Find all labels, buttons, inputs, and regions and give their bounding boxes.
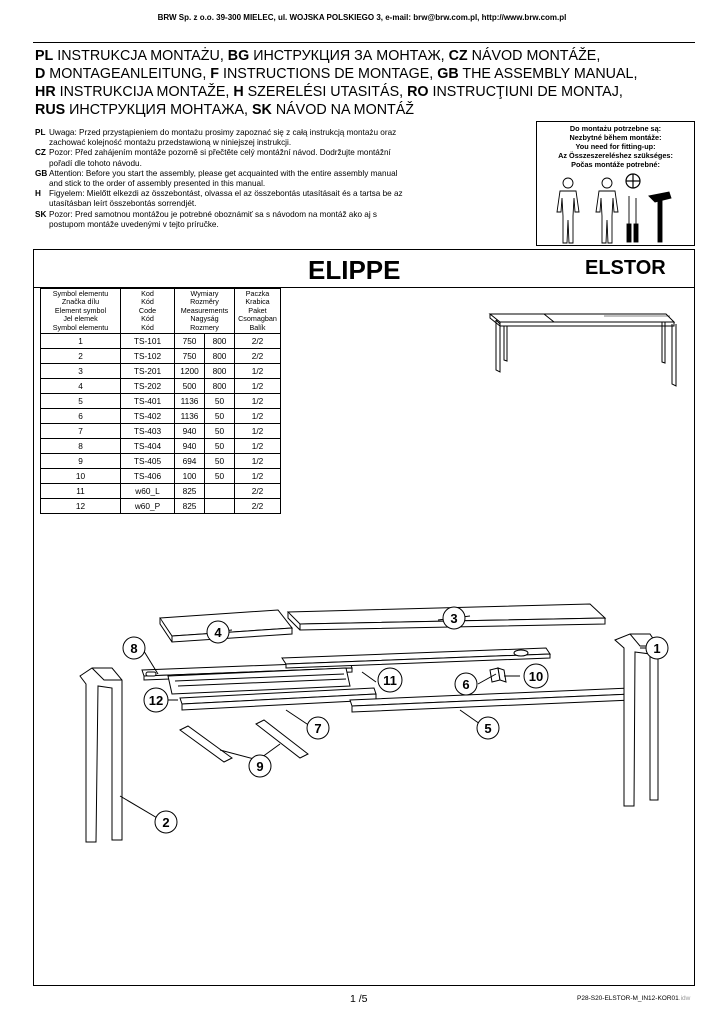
- title-text: MONTAGEANLEITUNG,: [45, 66, 211, 82]
- title-text: INSTRUCTIONS DE MONTAGE,: [219, 66, 438, 82]
- model-name: ELIPPE: [308, 255, 401, 285]
- table-row: [41, 379, 281, 394]
- title-line: [35, 101, 695, 119]
- callout-5: [477, 717, 499, 739]
- callout-1: [646, 637, 668, 659]
- note-line: utasításban leírt összebontás sorrendjét.: [49, 199, 197, 209]
- title-text: SZERELÉSI UTASITÁS,: [243, 84, 408, 100]
- language-code: HR: [35, 84, 56, 100]
- exploded-assembly-diagram: [60, 590, 680, 890]
- callout-2: [155, 811, 177, 833]
- cell-code: TS-403: [121, 424, 175, 439]
- callout-6-label: 6: [462, 677, 470, 692]
- part-9-slat-b: [256, 720, 308, 758]
- part-1-leg: [615, 634, 661, 806]
- cell-h: 50: [205, 424, 235, 439]
- hammer-icon: [649, 192, 671, 242]
- person-icon: [596, 178, 618, 243]
- cell-h: [205, 484, 235, 499]
- parts-table-header: [41, 289, 281, 334]
- table-row: [41, 484, 281, 499]
- note-line: Pozor: Pred samotnou montážou je potrebné oboznámiť sa s návodom na montáž ako aj s: [49, 209, 378, 219]
- header-measurements: [175, 289, 235, 334]
- cell-pack: 2/2: [235, 349, 281, 364]
- phillips-head-icon: [626, 174, 640, 188]
- table-row: [41, 454, 281, 469]
- cell-pack: 1/2: [235, 469, 281, 484]
- cell-pack: 1/2: [235, 439, 281, 454]
- fitting-line: Nezbytné během montáže:: [569, 133, 662, 142]
- note-line: postupom montáže uvedenými v tejto príručke.: [49, 219, 219, 229]
- cell-pack: 2/2: [235, 499, 281, 514]
- fitting-line: Počas montáže potrebné:: [571, 160, 660, 169]
- header-package: [235, 289, 281, 334]
- cell-symbol: 11: [41, 484, 121, 499]
- note-language-code: H: [35, 189, 41, 199]
- note-language-code: PL: [35, 128, 46, 137]
- title-text: ИНСТРУКЦИЯ ЗА МОНТАЖ,: [249, 48, 449, 64]
- note-line: Attention: Before you start the assembly, please get acquainted with the entire assembly manual: [49, 168, 398, 178]
- callout-4-label: 4: [214, 625, 222, 640]
- callout-12: [144, 688, 168, 712]
- callout-12-label: 12: [148, 693, 164, 708]
- callout-11-label: 11: [383, 673, 397, 688]
- note-line: and stick to the order of assembly presented in this manual.: [49, 179, 266, 189]
- cell-code: TS-101: [121, 334, 175, 349]
- cell-code: TS-406: [121, 469, 175, 484]
- table-row: [41, 394, 281, 409]
- cell-symbol: 3: [41, 364, 121, 379]
- header-line: Paczka: [245, 288, 270, 298]
- language-code: GB: [437, 66, 459, 82]
- header-line: Csomagban: [238, 314, 277, 324]
- cell-h: 50: [205, 394, 235, 409]
- callout-11: [378, 668, 402, 692]
- note-line: Figyelem: Mielőtt elkezdi az összebontást, olvassa el az összebontás utasításait és a tartsa be az: [49, 189, 403, 199]
- cell-symbol: 8: [41, 439, 121, 454]
- cell-w: 825: [175, 499, 205, 514]
- cell-code: TS-202: [121, 379, 175, 394]
- header-line: Symbol elementu: [52, 288, 109, 298]
- note-gb: [35, 169, 505, 189]
- fitting-requirements-text: [537, 124, 694, 169]
- title-line: [35, 47, 695, 65]
- cell-symbol: 1: [41, 334, 121, 349]
- notes-block: [35, 128, 505, 230]
- header-line: Jel elemek: [63, 314, 98, 324]
- cell-pack: 1/2: [235, 379, 281, 394]
- cell-w: 500: [175, 379, 205, 394]
- fitting-line: Do montażu potrzebne są:: [569, 124, 662, 133]
- cell-symbol: 4: [41, 379, 121, 394]
- cell-code: w60_L: [121, 484, 175, 499]
- note-language-code: GB: [35, 168, 48, 178]
- cell-w: 940: [175, 424, 205, 439]
- title-text: ИНСТРУКЦИЯ МОНТАЖА,: [65, 102, 252, 118]
- table-row: [41, 334, 281, 349]
- table-row: [41, 409, 281, 424]
- header-line: Paket: [248, 305, 267, 315]
- cell-w: 750: [175, 334, 205, 349]
- table-row: [41, 424, 281, 439]
- parts-table: [40, 288, 281, 514]
- cell-pack: 1/2: [235, 409, 281, 424]
- cell-w: 750: [175, 349, 205, 364]
- cell-h: 50: [205, 439, 235, 454]
- header-divider: [33, 42, 695, 43]
- title-text: INSTRUKCIJA MONTAŽE,: [55, 84, 234, 100]
- language-code: H: [233, 84, 244, 100]
- document-code: [577, 995, 690, 1002]
- language-code: D: [35, 66, 46, 82]
- header-line: Element symbol: [54, 305, 107, 315]
- note-language-code: CZ: [35, 148, 46, 158]
- callout-8-label: 8: [130, 641, 138, 656]
- title-line: [35, 65, 695, 83]
- cell-code: w60_P: [121, 499, 175, 514]
- cell-h: 800: [205, 379, 235, 394]
- header-line: Rozměry: [190, 297, 219, 307]
- header-line: Nagyság: [190, 314, 219, 324]
- callout-10-label: 10: [528, 669, 544, 684]
- callout-7: [307, 717, 329, 739]
- header-line: Kod: [141, 288, 154, 298]
- header-line: Balík: [249, 322, 266, 332]
- title-text: NÁVOD MONTÁŽE,: [467, 48, 601, 64]
- language-code: RO: [407, 84, 429, 100]
- language-code: CZ: [448, 48, 468, 64]
- cell-pack: 1/2: [235, 394, 281, 409]
- note-pl: [35, 128, 505, 148]
- callout-8: [123, 637, 145, 659]
- language-code: RUS: [35, 102, 66, 118]
- table-row: [41, 469, 281, 484]
- cell-symbol: 6: [41, 409, 121, 424]
- header-line: Wymiary: [190, 288, 219, 298]
- callout-2-label: 2: [162, 815, 170, 830]
- cell-symbol: 7: [41, 424, 121, 439]
- callout-9-label: 9: [256, 759, 264, 774]
- cell-h: 50: [205, 409, 235, 424]
- callout-7-label: 7: [314, 721, 322, 736]
- header-line: Symbol elementu: [52, 322, 109, 332]
- table-row: [41, 439, 281, 454]
- callout-6: [455, 673, 477, 695]
- cell-code: TS-401: [121, 394, 175, 409]
- cell-pack: 1/2: [235, 364, 281, 379]
- callout-5-label: 5: [484, 721, 492, 736]
- language-code: SK: [251, 102, 272, 118]
- cell-h: [205, 499, 235, 514]
- callout-3-label: 3: [450, 611, 458, 626]
- cell-w: 100: [175, 469, 205, 484]
- header-line: Značka dílu: [61, 297, 100, 307]
- cell-symbol: 12: [41, 499, 121, 514]
- cell-code: TS-201: [121, 364, 175, 379]
- note-language-code: SK: [35, 209, 47, 219]
- document-code-suffix: .idw: [678, 995, 691, 1002]
- header-line: Krabica: [245, 297, 270, 307]
- screwdriver-icon: [634, 198, 638, 242]
- note-sk: [35, 210, 505, 230]
- cell-pack: 2/2: [235, 484, 281, 499]
- header-line: Kód: [141, 297, 154, 307]
- note-cz: [35, 148, 505, 168]
- cell-h: 50: [205, 454, 235, 469]
- cell-w: 825: [175, 484, 205, 499]
- table-row: [41, 499, 281, 514]
- note-line: zachować kolejność montażu przedstawioną w niniejszej instrukcji.: [49, 138, 292, 148]
- part-2-leg: [80, 668, 122, 842]
- cell-symbol: 2: [41, 349, 121, 364]
- title-text: INSTRUCŢIUNI DE MONTAJ,: [428, 84, 623, 100]
- cell-w: 694: [175, 454, 205, 469]
- title-text: THE ASSEMBLY MANUAL,: [458, 66, 638, 82]
- cell-w: 1136: [175, 409, 205, 424]
- fitting-requirements-box: [536, 121, 695, 246]
- note-line: pořadí dle tohoto návodu.: [49, 158, 142, 168]
- cell-symbol: 9: [41, 454, 121, 469]
- cell-symbol: 5: [41, 394, 121, 409]
- assembled-table-illustration: [484, 300, 684, 390]
- header-line: Kód: [141, 322, 154, 332]
- fitting-tools-illustration: [537, 166, 694, 244]
- language-code: F: [210, 66, 220, 82]
- language-code: PL: [35, 48, 54, 64]
- note-line: Uwaga: Przed przystąpieniem do montażu prosimy zapoznać się z całą instrukcją montażu oraz: [49, 128, 397, 137]
- title-block: [35, 47, 695, 119]
- cell-w: 1200: [175, 364, 205, 379]
- company-header: BRW Sp. z o.o. 39-300 MIELEC, ul. WOJSKA POLSKIEGO 3, e-mail: brw@brw.com.pl, http://www.brw.com.pl: [157, 13, 567, 22]
- phillips-screwdriver-icon: [627, 196, 631, 242]
- cell-symbol: 10: [41, 469, 121, 484]
- table-row: [41, 349, 281, 364]
- brand-name: ELSTOR: [585, 257, 666, 279]
- cell-h: 800: [205, 349, 235, 364]
- person-icon: [557, 178, 579, 243]
- header-symbol: [41, 289, 121, 334]
- callout-1-label: 1: [653, 641, 661, 656]
- header-line: Measurements: [180, 305, 229, 315]
- header-line: Rozmery: [190, 322, 219, 332]
- cell-h: 800: [205, 334, 235, 349]
- callout-9: [249, 755, 271, 777]
- callout-4: [207, 621, 229, 643]
- fitting-line: You need for fitting-up:: [575, 142, 656, 151]
- callout-10: [524, 664, 548, 688]
- header-line: Code: [138, 305, 157, 315]
- title-text: NÁVOD NA MONTÁŽ: [271, 102, 415, 118]
- part-9-slat-a: [180, 726, 232, 762]
- title-line: [35, 83, 695, 101]
- fitting-line: Az Összeszereléshez szükséges:: [558, 151, 673, 160]
- note-h: [35, 189, 505, 209]
- note-line: Pozor: Před zahájením montáže pozorně si přečtěte celý montážní návod. Dodržujte montážní: [49, 148, 391, 158]
- cell-code: TS-102: [121, 349, 175, 364]
- document-code-text: P28-S20-ELSTOR-M_IN12-KOR01: [577, 995, 679, 1002]
- cell-code: TS-405: [121, 454, 175, 469]
- cell-w: 1136: [175, 394, 205, 409]
- cell-pack: 1/2: [235, 424, 281, 439]
- cell-pack: 2/2: [235, 334, 281, 349]
- language-code: BG: [227, 48, 250, 64]
- cell-code: TS-404: [121, 439, 175, 454]
- header-line: Kód: [141, 314, 154, 324]
- callout-3: [443, 607, 465, 629]
- header-code: [121, 289, 175, 334]
- cell-code: TS-402: [121, 409, 175, 424]
- cell-h: 800: [205, 364, 235, 379]
- cell-pack: 1/2: [235, 454, 281, 469]
- page-number: 1 /5: [350, 993, 368, 1005]
- cell-w: 940: [175, 439, 205, 454]
- table-row: [41, 364, 281, 379]
- title-text: INSTRUKCJA MONTAŻU,: [53, 48, 228, 64]
- cell-h: 50: [205, 469, 235, 484]
